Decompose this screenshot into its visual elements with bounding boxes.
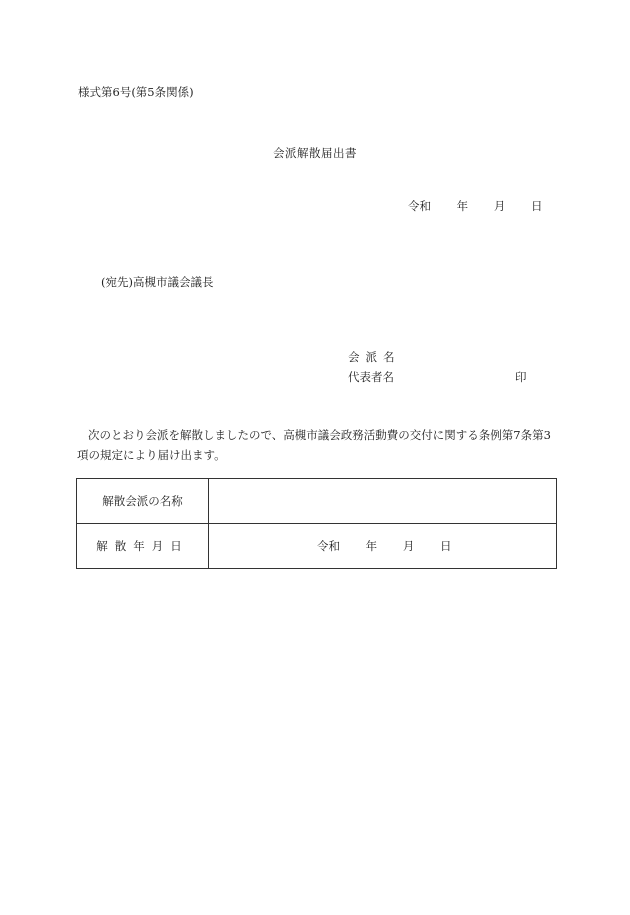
table-row <box>77 479 557 524</box>
representative-label: 代表者名 <box>348 370 394 384</box>
submission-date <box>408 198 542 214</box>
dissolved-party-name-label: 解散会派の名称 <box>77 479 209 524</box>
table-row <box>77 524 557 569</box>
table-date-year-label: 年 <box>365 539 378 553</box>
party-name-label: 会派名 <box>348 350 401 364</box>
addressee: (宛先)高槻市議会議長 <box>101 275 214 289</box>
document-title: 会派解散届出書 <box>273 146 357 160</box>
date-era: 令和 <box>408 199 431 213</box>
table-date-era: 令和 <box>317 539 340 553</box>
dissolution-date-label: 解散年月日 <box>77 524 209 569</box>
date-month-label: 月 <box>493 199 506 213</box>
form-number: 様式第6号(第5条関係) <box>78 85 194 99</box>
seal-mark: 印 <box>515 370 527 384</box>
body-text: 次のとおり会派を解散しましたので、高槻市議会政務活動費の交付に関する条例第7条第3項の規定により届け出ます。 <box>77 428 551 462</box>
dissolution-date-field[interactable] <box>209 524 557 569</box>
dissolution-table <box>76 478 557 569</box>
date-day-label: 日 <box>530 199 543 213</box>
dissolved-party-name-field[interactable] <box>209 479 557 524</box>
table-date-day-label: 日 <box>439 539 452 553</box>
table-date-month-label: 月 <box>402 539 415 553</box>
date-year-label: 年 <box>456 199 469 213</box>
